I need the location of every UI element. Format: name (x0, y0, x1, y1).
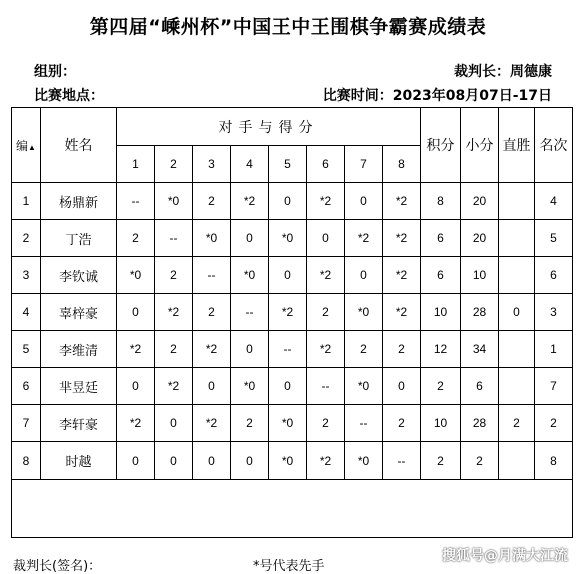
score-cell: *2 (307, 331, 345, 368)
points-cell: 8 (421, 183, 461, 220)
points-cell: 12 (421, 331, 461, 368)
group-label: 组别： (34, 64, 76, 80)
opponent-number: 3 (193, 146, 231, 183)
table-row (12, 220, 573, 257)
rank-cell: 6 (535, 257, 573, 294)
player-rows (12, 183, 573, 480)
score-cell: *2 (345, 220, 383, 257)
score-cell: 2 (307, 405, 345, 442)
player-name: 杨鼎新 (41, 183, 117, 220)
points-cell: 2 (421, 368, 461, 405)
score-cell: 2 (231, 405, 269, 442)
score-cell: *0 (345, 294, 383, 331)
score-cell: *2 (383, 257, 421, 294)
player-no: 4 (12, 294, 41, 331)
player-name: 辜梓豪 (41, 294, 117, 331)
table-row (12, 442, 573, 480)
rank-cell: 7 (535, 368, 573, 405)
sort-up-icon[interactable]: ▲ (28, 142, 36, 152)
score-cell: *2 (307, 257, 345, 294)
table-body (12, 108, 573, 183)
score-cell: *0 (269, 442, 307, 480)
referee-signature-label: 裁判长(签名)： (13, 559, 102, 574)
score-cell: *2 (383, 294, 421, 331)
score-cell: *2 (383, 220, 421, 257)
header-subpoints: 小分 (461, 108, 499, 183)
score-cell: 2 (345, 331, 383, 368)
subpoints-cell: 34 (461, 331, 499, 368)
score-cell: -- (269, 331, 307, 368)
score-cell: 0 (231, 331, 269, 368)
score-cell: 2 (117, 220, 155, 257)
first-move-note: *号代表先手 (253, 559, 325, 574)
score-cell: -- (193, 257, 231, 294)
player-no: 3 (12, 257, 41, 294)
score-cell: 0 (345, 183, 383, 220)
score-cell: *0 (155, 183, 193, 220)
score-cell: 0 (193, 368, 231, 405)
score-cell: 0 (307, 220, 345, 257)
score-cell: *0 (345, 442, 383, 480)
player-no: 5 (12, 331, 41, 368)
subpoints-cell: 2 (461, 442, 499, 480)
opponent-number: 7 (345, 146, 383, 183)
opponent-number: 8 (383, 146, 421, 183)
score-cell: *2 (193, 405, 231, 442)
score-cell: *2 (269, 294, 307, 331)
header-opponents: 对手与得分 (117, 108, 421, 146)
opponent-number: 4 (231, 146, 269, 183)
points-cell: 6 (421, 257, 461, 294)
table-row (12, 294, 573, 331)
score-cell: 0 (155, 405, 193, 442)
player-no: 7 (12, 405, 41, 442)
subpoints-cell: 6 (461, 368, 499, 405)
points-cell: 2 (421, 442, 461, 480)
score-cell: 2 (193, 294, 231, 331)
direct-wins-cell: 2 (499, 405, 535, 442)
direct-wins-cell (499, 183, 535, 220)
score-cell: 2 (155, 257, 193, 294)
score-cell: 0 (383, 368, 421, 405)
points-cell: 10 (421, 294, 461, 331)
table-row (12, 405, 573, 442)
score-cell: 2 (383, 331, 421, 368)
score-cell: *0 (117, 257, 155, 294)
table-footer-area (12, 480, 573, 538)
rank-cell: 4 (535, 183, 573, 220)
subpoints-cell: 28 (461, 294, 499, 331)
score-cell: *0 (231, 368, 269, 405)
score-cell: -- (117, 183, 155, 220)
subpoints-cell: 20 (461, 220, 499, 257)
score-cell: *0 (269, 405, 307, 442)
table-row (12, 331, 573, 368)
table-row (12, 368, 573, 405)
venue-label: 比赛地点： (34, 88, 104, 104)
score-cell: 0 (345, 257, 383, 294)
score-cell: *2 (117, 331, 155, 368)
rank-cell: 5 (535, 220, 573, 257)
score-cell: *2 (307, 183, 345, 220)
score-cell: *2 (193, 331, 231, 368)
header-row (12, 108, 573, 146)
score-cell: *2 (155, 368, 193, 405)
rank-cell: 1 (535, 331, 573, 368)
page-title: 第四届“嵊州杯”中国王中王围棋争霸赛成绩表 (89, 16, 487, 38)
score-cell: *0 (193, 220, 231, 257)
score-cell: 2 (193, 183, 231, 220)
subpoints-cell: 28 (461, 405, 499, 442)
rank-cell: 8 (535, 442, 573, 480)
header-no-label: 编 (16, 138, 29, 153)
results-table (11, 107, 573, 538)
score-cell: -- (155, 220, 193, 257)
score-cell: -- (345, 405, 383, 442)
score-cell: *2 (307, 442, 345, 480)
match-time: 比赛时间：2023年08月07日-17日 (322, 88, 552, 104)
score-cell: *2 (117, 405, 155, 442)
opponent-number: 1 (117, 146, 155, 183)
player-no: 8 (12, 442, 41, 480)
score-cell: *2 (383, 183, 421, 220)
table-row (12, 257, 573, 294)
score-cell: 0 (155, 442, 193, 480)
score-cell: *2 (231, 183, 269, 220)
score-cell: *0 (345, 368, 383, 405)
score-cell: 2 (155, 331, 193, 368)
points-cell: 10 (421, 405, 461, 442)
score-cell: 0 (117, 442, 155, 480)
player-name: 时越 (41, 442, 117, 480)
player-name: 李钦诚 (41, 257, 117, 294)
blank-row (12, 480, 573, 538)
score-cell: *0 (231, 257, 269, 294)
player-name: 芈昱廷 (41, 368, 117, 405)
score-cell: *0 (269, 220, 307, 257)
referee-label: 裁判长：周德康 (454, 64, 552, 80)
direct-wins-cell (499, 220, 535, 257)
header-rank: 名次 (535, 108, 573, 183)
score-cell: 0 (117, 368, 155, 405)
header-direct-wins: 直胜 (499, 108, 535, 183)
score-cell: 0 (231, 220, 269, 257)
direct-wins-cell: 0 (499, 294, 535, 331)
score-cell: 0 (231, 442, 269, 480)
header-name: 姓名 (41, 108, 117, 183)
points-cell: 6 (421, 220, 461, 257)
table-row (12, 183, 573, 220)
score-cell: -- (307, 368, 345, 405)
score-cell: 0 (269, 257, 307, 294)
subpoints-cell: 10 (461, 257, 499, 294)
score-cell: -- (383, 442, 421, 480)
header-points: 积分 (421, 108, 461, 183)
player-name: 丁浩 (41, 220, 117, 257)
score-cell: 0 (117, 294, 155, 331)
direct-wins-cell (499, 331, 535, 368)
player-name: 李轩豪 (41, 405, 117, 442)
header-no[interactable] (12, 108, 41, 183)
rank-cell: 2 (535, 405, 573, 442)
subpoints-cell: 20 (461, 183, 499, 220)
score-cell: *2 (155, 294, 193, 331)
blank-cell (12, 480, 573, 538)
opponent-number: 5 (269, 146, 307, 183)
direct-wins-cell (499, 257, 535, 294)
direct-wins-cell (499, 368, 535, 405)
opponent-number: 6 (307, 146, 345, 183)
opponent-number: 2 (155, 146, 193, 183)
score-cell: 0 (193, 442, 231, 480)
player-no: 2 (12, 220, 41, 257)
player-no: 6 (12, 368, 41, 405)
score-cell: 2 (307, 294, 345, 331)
watermark-text: 搜狐号@月满大江流 (442, 548, 568, 564)
score-cell: 0 (269, 183, 307, 220)
score-cell: -- (231, 294, 269, 331)
player-no: 1 (12, 183, 41, 220)
direct-wins-cell (499, 442, 535, 480)
score-cell: 0 (269, 368, 307, 405)
player-name: 李维清 (41, 331, 117, 368)
rank-cell: 3 (535, 294, 573, 331)
score-cell: 2 (383, 405, 421, 442)
